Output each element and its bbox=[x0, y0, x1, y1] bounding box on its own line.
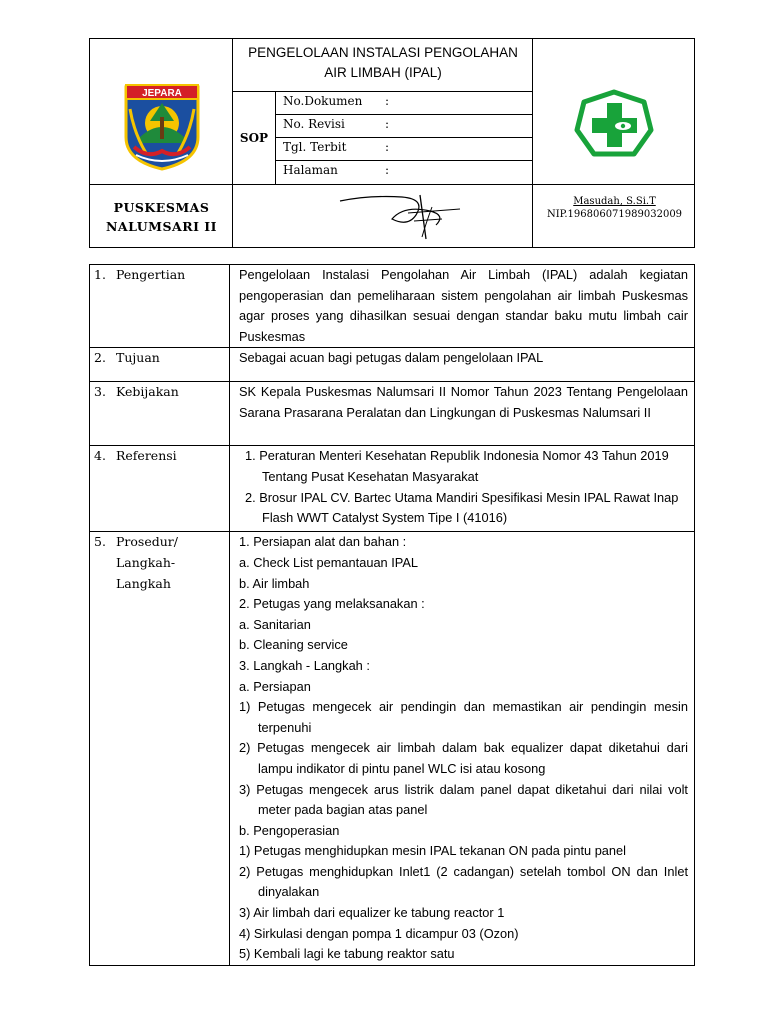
signature bbox=[330, 189, 480, 244]
title-line: AIR LIMBAH (IPAL) bbox=[324, 65, 442, 80]
label-line: Langkah- bbox=[116, 554, 176, 570]
procedure-step: 2) Petugas menghidupkan Inlet1 (2 cadangan) setelah tombol ON dan Inlet dinyalakan bbox=[239, 863, 688, 900]
label-line: Langkah bbox=[116, 575, 171, 591]
reference-item: 1. Peraturan Menteri Kesehatan Republik Indonesia Nomor 43 Tahun 2019 Tentang Pusat Kesehatan Masyarakat bbox=[245, 448, 669, 484]
procedure-step: 3) Air limbah dari equalizer ke tabung reactor 1 bbox=[239, 905, 505, 921]
section-label bbox=[90, 532, 230, 965]
signer-name: Masudah, S.Si.T bbox=[573, 196, 656, 207]
puskesmas-logo bbox=[533, 39, 696, 184]
org-line: PUSKESMAS bbox=[113, 199, 210, 215]
sop-header bbox=[89, 38, 695, 248]
meta-row-halaman bbox=[275, 160, 533, 183]
signer-nip: NIP.196806071989032009 bbox=[546, 209, 683, 220]
section-title: Pengertian bbox=[116, 267, 186, 282]
procedure-step: a. Persiapan bbox=[239, 678, 311, 694]
section-number: 1. bbox=[94, 267, 106, 282]
logo-text: JEPARA bbox=[142, 88, 182, 99]
document-title bbox=[233, 39, 533, 91]
table-row bbox=[90, 446, 695, 532]
section-content bbox=[230, 446, 695, 532]
procedure-step: a. Sanitarian bbox=[239, 616, 311, 632]
organization-name bbox=[90, 184, 233, 249]
meta-row-no-revisi bbox=[275, 114, 533, 137]
section-content: SK Kepala Puskesmas Nalumsari II Nomor Tahun 2023 Tentang Pengelolaan Sarana Prasarana Peralatan dan Lingkungan di Puskesmas Nalumsari II bbox=[230, 382, 695, 446]
meta-row-tgl-terbit bbox=[275, 137, 533, 160]
meta-row-no-dokumen bbox=[275, 91, 533, 114]
procedure-step: 1) Petugas mengecek air pendingin dan memastikan air pendingin mesin terpenuhi bbox=[239, 699, 688, 735]
title-line: PENGELOLAAN INSTALASI PENGOLAHAN bbox=[248, 45, 518, 60]
procedure-step: 2. Petugas yang melaksanakan : bbox=[239, 596, 425, 612]
section-number: 5. bbox=[94, 534, 106, 550]
meta-label: Tgl. Terbit bbox=[283, 140, 347, 154]
table-row bbox=[90, 265, 695, 348]
procedure-step: 1. Persiapan alat dan bahan : bbox=[239, 534, 407, 550]
signer-block bbox=[533, 184, 696, 249]
section-number: 4. bbox=[94, 448, 106, 464]
procedure-step: 1) Petugas menghidupkan mesin IPAL tekanan ON pada pintu panel bbox=[239, 843, 627, 859]
meta-value: : bbox=[385, 94, 390, 108]
meta-value: : bbox=[385, 140, 390, 154]
procedure-step: 2) Petugas mengecek air limbah dalam bak equalizer dapat diketahui dari lampu indikator di pintu panel WLC isi atau kosong bbox=[239, 740, 688, 776]
sop-label: SOP bbox=[239, 130, 269, 145]
meta-value: : bbox=[385, 163, 390, 177]
section-title: Kebijakan bbox=[116, 384, 179, 400]
procedure-step: 4) Sirkulasi dengan pompa 1 dicampur 03 (Ozon) bbox=[239, 925, 519, 941]
section-label bbox=[90, 348, 230, 382]
section-label bbox=[90, 382, 230, 446]
procedure-step: 3. Langkah - Langkah : bbox=[239, 657, 370, 673]
section-title bbox=[116, 532, 178, 594]
section-label bbox=[90, 446, 230, 532]
reference-item: 2. Brosur IPAL CV. Bartec Utama Mandiri Spesifikasi Mesin IPAL Rawat Inap Flash WWT Catalyst System Tipe I (41016) bbox=[245, 489, 679, 526]
meta-label: No. Revisi bbox=[283, 117, 345, 131]
meta-label: No.Dokumen bbox=[283, 94, 363, 108]
table-row bbox=[90, 348, 695, 382]
section-number: 2. bbox=[94, 350, 106, 366]
meta-value: : bbox=[385, 117, 390, 131]
section-content: Sebagai acuan bagi petugas dalam pengelolaan IPAL bbox=[230, 348, 695, 382]
section-content: Pengelolaan Instalasi Pengolahan Air Limbah (IPAL) adalah kegiatan pengoperasian dan pemeliharaan sistem pengolahan air limbah Puskesmas agar proses yang dihasilkan sesuai dengan standar baku mutu limbah cair Puskesmas bbox=[230, 265, 695, 348]
procedure-step: 5) Kembali lagi ke tabung reaktor satu bbox=[239, 946, 455, 962]
section-content bbox=[230, 532, 695, 965]
procedure-step: b. Cleaning service bbox=[239, 637, 348, 653]
meta-label: Halaman bbox=[283, 163, 338, 177]
org-line: NALUMSARI II bbox=[106, 218, 217, 234]
sop-content-table bbox=[89, 264, 695, 966]
procedure-step: a. Check List pemantauan IPAL bbox=[239, 554, 419, 570]
section-number: 3. bbox=[94, 384, 106, 400]
table-row bbox=[90, 382, 695, 446]
section-title: Referensi bbox=[116, 448, 177, 464]
label-line: Prosedur/ bbox=[116, 534, 178, 550]
procedure-step: b. Pengoperasian bbox=[239, 822, 340, 838]
procedure-step: b. Air limbah bbox=[239, 575, 310, 591]
table-row bbox=[90, 532, 695, 965]
procedure-step: 3) Petugas mengecek arus listrik dalam panel dapat diketahui dari nilai volt meter pada bagian atas panel bbox=[239, 781, 688, 818]
section-title: Tujuan bbox=[116, 350, 160, 366]
jepara-logo bbox=[90, 39, 233, 184]
section-label bbox=[90, 265, 230, 348]
